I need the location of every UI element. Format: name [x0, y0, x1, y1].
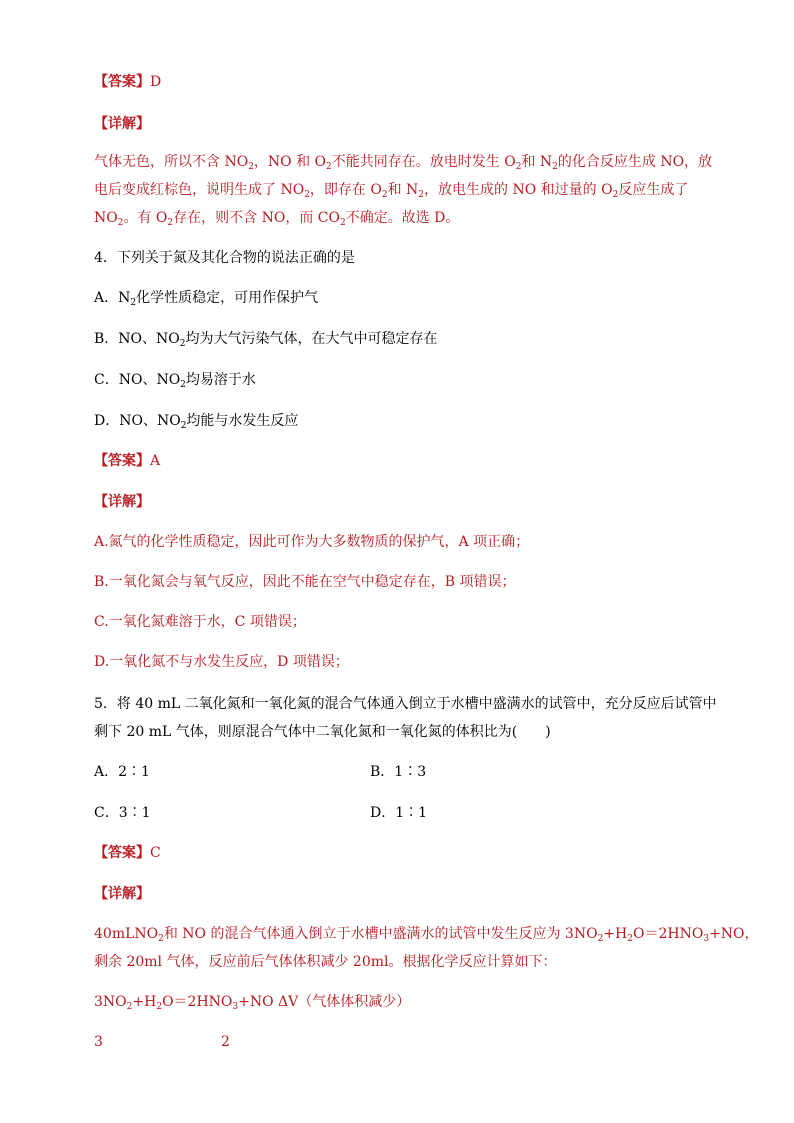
ratio-left-value: 3: [94, 1034, 103, 1050]
explanation-d-q4: D.一氧化氮不与水发生反应，D 项错误；: [94, 654, 349, 670]
answer-line-q5: [94, 843, 161, 863]
question-stem-q5-line1: 5．将 40 mL 二氧化氮和一氧化氮的混合气体通入倒立于水槽中盛满水的试管中，充分反应后试管中: [94, 696, 717, 712]
explanation-a-q4: A.氮气的化学性质稳定，因此可作为大多数物质的保护气，A 项正确；: [94, 534, 530, 550]
detail-tag-q4: 【详解】: [94, 494, 150, 510]
explanation-line2-q5: 剩余 20ml 气体，反应前后气体体积减少 20ml。根据化学反应计算如下：: [94, 954, 557, 970]
option-d-q5: D．1∶1: [370, 805, 428, 821]
option-c-q4: C．NO、$NO_2$均易溶于水: [94, 372, 256, 390]
reaction-equation: $3NO_2+H_2O=2HNO_3+NO$ ΔV（气体体积减少）: [94, 994, 411, 1012]
answer-tag: 【答案】: [94, 453, 150, 469]
answer-value: C: [150, 845, 161, 861]
option-b-q5: B．1∶3: [370, 764, 427, 780]
answer-value: A: [150, 453, 161, 469]
explanation-line: 电后变成红棕色，说明生成了 $NO_2$，即存在 $O_2$和 $N_2$，放电生成的 NO 和过量的 $O_2$反应生成了: [94, 182, 689, 200]
answer-line-q3: [94, 72, 161, 92]
detail-tag-q3: 【详解】: [94, 116, 150, 132]
explanation-c-q4: C.一氧化氮难溶于水，C 项错误；: [94, 614, 306, 630]
option-b-q4: B．NO、$NO_2$均为大气污染气体，在大气中可稳定存在: [94, 331, 438, 349]
answer-tag: 【答案】: [94, 845, 150, 861]
detail-tag-q5: 【详解】: [94, 886, 150, 902]
option-a-q5: A．2∶1: [94, 764, 150, 780]
question-stem-q4: 4．下列关于氮及其化合物的说法正确的是: [94, 250, 355, 266]
explanation-line1-q5: 40mLNO$_2$和 NO 的混合气体通入倒立于水槽中盛满水的试管中发生反应为 $3NO_2+H_2O=2HNO_3+NO$，: [94, 926, 759, 944]
answer-value: D: [150, 74, 162, 90]
answer-tag: 【答案】: [94, 74, 150, 90]
option-a-q4: A．$N_2$化学性质稳定，可用作保护气: [94, 290, 319, 308]
answer-line-q4: [94, 451, 160, 471]
question-stem-q5-line2: 剩下 20 mL 气体，则原混合气体中二氧化氮和一氧化氮的体积比为( ): [94, 724, 551, 740]
ratio-right-value: 2: [221, 1034, 230, 1050]
explanation-line: 气体无色，所以不含 $NO_2$，NO 和 $O_2$不能共同存在。放电时发生 $O_2$和 $N_2$的化合反应生成 NO，放: [94, 154, 713, 172]
option-c-q5: C．3∶1: [94, 805, 151, 821]
explanation-line: $NO_2$。有 $O_2$存在，则不含 NO，而 $CO_2$不确定。故选 D。: [94, 210, 460, 228]
explanation-b-q4: B.一氧化氮会与氧气反应，因此不能在空气中稳定存在，B 项错误；: [94, 574, 516, 590]
option-d-q4: D．NO、$NO_2$均能与水发生反应: [94, 413, 299, 431]
